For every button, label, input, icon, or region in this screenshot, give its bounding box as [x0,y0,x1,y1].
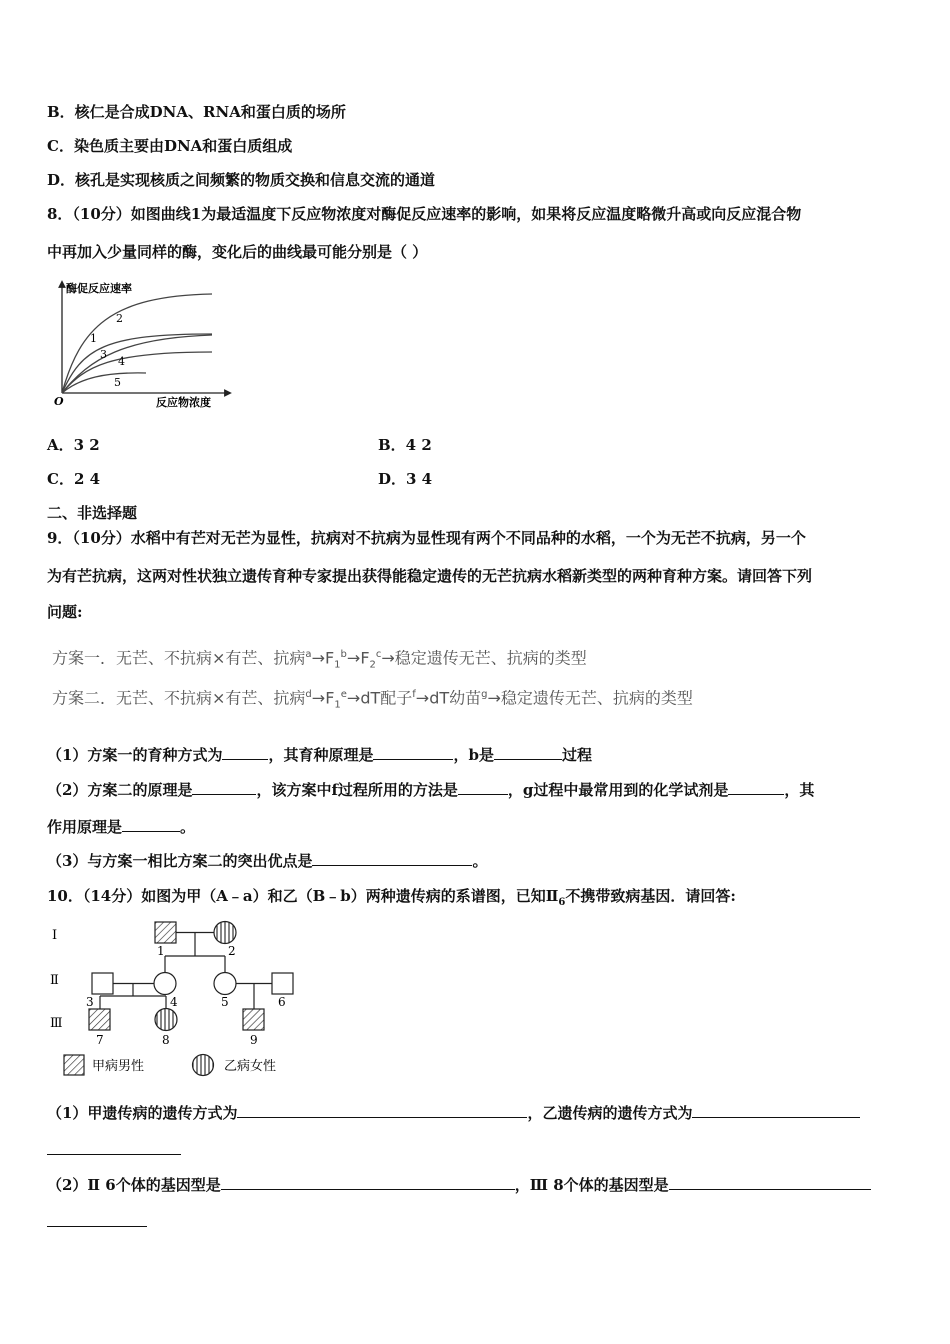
individual-number-1: 1 [157,944,165,958]
curve-label-3: 3 [100,348,107,361]
answer-blank[interactable] [669,1175,871,1190]
q10-part1-line1: （1）甲遗传病的遗传方式为 ，乙遗传病的遗传方式为 [47,1103,860,1123]
q9-stem-line2: 为有芒抗病，这两对性状独立遗传育种专家提出获得能稳定遗传的无芒抗病水稻新类型的两种育种方案。请回答下列 [47,567,813,585]
q9-part3: （3）与方案一相比方案二的突出优点是 。 [47,852,488,870]
individual-2-affected-female [214,922,236,944]
q9-stem-line3: 问题: [47,603,83,621]
individual-number-4: 4 [170,995,178,1009]
generation-label-2: Ⅱ [50,973,59,988]
answer-blank[interactable] [122,817,180,832]
curve-label-4: 4 [118,355,125,368]
individual-number-3: 3 [86,995,94,1009]
answer-blank[interactable] [237,1103,527,1118]
q8-option-b: B．4 2 [378,436,432,454]
answer-blank[interactable] [373,745,453,760]
answer-blank[interactable] [728,780,784,795]
curve-label-1: 1 [90,332,97,345]
x-axis-label: 反应物浓度 [156,396,211,409]
individual-6-male [272,973,293,994]
generation-label-3: Ⅲ [50,1016,63,1031]
section-title: 二、非选择题 [47,504,138,522]
q8-option-d: D．3 4 [378,470,433,488]
answer-blank-continued[interactable] [47,1140,181,1155]
individual-number-8: 8 [162,1033,170,1047]
curve-label-5: 5 [114,376,121,389]
individual-4-female [154,973,176,995]
answer-blank-continued[interactable] [47,1212,147,1227]
q8-option-c: C．2 4 [47,470,101,488]
answer-blank[interactable] [312,851,472,866]
legend-disease-a-male: 甲病男性 [92,1059,145,1074]
q9-part1: （1）方案一的育种方式为 ，其育种原理是 ，b是 过程 [47,746,592,764]
q8-stem-line2: 中再加入少量同样的酶，变化后的曲线最可能分别是（ ） [47,243,428,261]
q9-part2-line2: 作用原理是 。 [47,818,196,836]
pedigree-chart [44,914,304,1082]
legend-disease-b-female: 乙病女性 [224,1059,277,1074]
legend-hatch-icon [64,1055,84,1075]
enzyme-rate-chart [50,278,240,418]
q8-option-a: A．3 2 [47,436,100,454]
q9-stem-line1: 9．（10分）水稻中有芒对无芒为显性，抗病对不抗病为显性现有两个不同品种的水稻，一个为无芒不抗病，另一个 [47,529,806,547]
q9-part2-line1: （2）方案二的原理是 ，该方案中f过程所用的方法是 ，g过程中最常用到的化学试剂是 ，其 [47,781,815,799]
curve-2 [62,294,212,393]
q7-option-b: B．核仁是合成DNA、RNA和蛋白质的场所 [47,103,346,121]
curve-1 [62,334,212,393]
individual-number-6: 6 [278,995,286,1009]
breeding-scheme-2: 方案二．无芒、不抗病×有芒、抗病$^d\to F_1^e\to dT$配子$^f$→dT幼苗$^g$→稳定遗传无芒、抗病的类型 [52,688,693,711]
legend-stripe-icon [193,1055,214,1076]
q8-stem-line1: 8．（10分）如图曲线1为最适温度下反应物浓度对酶促反应速率的影响，如果将反应温度略微升高或向反应混合物 [47,205,802,223]
individual-1-affected-male [155,922,176,943]
breeding-scheme-1: 方案一．无芒、不抗病×有芒、抗病$^a\to F_1^b\to F_2^c\to$稳定遗传无芒、抗病的类型 [52,648,587,671]
answer-blank[interactable] [192,780,256,795]
q10-part2-line1: （2）Ⅱ 6个体的基因型是 ，Ⅲ 8个体的基因型是 [47,1175,871,1195]
generation-label-1: Ⅰ [52,928,58,943]
individual-number-2: 2 [228,944,236,958]
individual-number-9: 9 [250,1033,258,1047]
answer-blank[interactable] [458,780,508,795]
answer-blank[interactable] [692,1103,860,1118]
origin-label: O [54,395,64,408]
answer-blank[interactable] [221,1175,515,1190]
individual-number-7: 7 [96,1033,104,1047]
answer-blank[interactable] [494,745,562,760]
answer-blank[interactable] [222,745,268,760]
individual-number-5: 5 [221,995,229,1009]
q10-stem: 10．（14分）如图为甲（A﹣a）和乙（B﹣b）两种遗传病的系谱图，已知$Ⅱ_6$不携带致病基因．请回答: [47,887,736,908]
individual-8-affected-female [155,1009,177,1031]
curve-5 [62,373,146,393]
individual-9-affected-male [243,1009,264,1030]
y-axis-label: 酶促反应速率 [66,282,132,295]
individual-3-male [92,973,113,994]
individual-7-affected-male [89,1009,110,1030]
curve-3 [62,335,212,393]
individual-5-female [214,973,236,995]
q7-option-c: C．染色质主要由DNA和蛋白质组成 [47,137,293,155]
q7-option-d: D．核孔是实现核质之间频繁的物质交换和信息交流的通道 [47,171,436,189]
curve-label-2: 2 [116,312,123,325]
